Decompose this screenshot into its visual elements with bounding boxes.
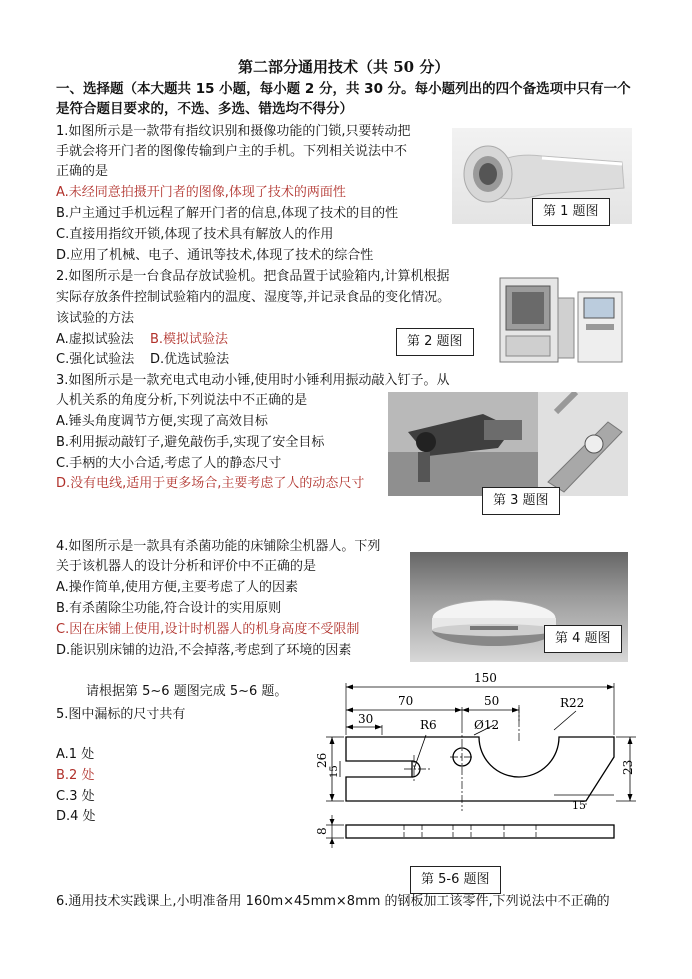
q5-option-c: C.3 处 bbox=[56, 789, 95, 804]
q5-option-d: D.4 处 bbox=[56, 809, 96, 824]
q2-option-b: B.模拟试验法 bbox=[150, 332, 229, 347]
dim-15-horizontal: 15 bbox=[572, 799, 586, 812]
q1-stem-line3: 正确的是 bbox=[56, 164, 109, 179]
q4-stem-line1: 4.如图所示是一款具有杀菌功能的床铺除尘机器人。下列 bbox=[56, 539, 381, 554]
dim-15-vertical: 15 bbox=[329, 765, 340, 778]
q1-stem-line1: 1.如图所示是一款带有指纹识别和摄像功能的门锁,只要转动把 bbox=[56, 124, 411, 139]
q3-stem-line1: 3.如图所示是一款充电式电动小锤,使用时小锤利用振动敲入钉子。从 bbox=[56, 373, 450, 388]
q2-test-chamber-image bbox=[494, 268, 626, 368]
q4-option-b: B.有杀菌除尘功能,符合设计的实用原则 bbox=[56, 601, 282, 616]
q2-stem-line1: 2.如图所示是一台食品存放试验机。把食品置于试验箱内,计算机根据 bbox=[56, 269, 450, 284]
q56-engineering-drawing bbox=[314, 665, 654, 860]
q1-stem-line2: 手就会将开门者的图像传输到户主的手机。下列相关说法中不 bbox=[56, 144, 408, 159]
q3-option-b: B.利用振动敲钉子,避免敲伤手,实现了安全目标 bbox=[56, 435, 325, 450]
q2-option-a: A.虚拟试验法 bbox=[56, 332, 134, 347]
page-title: 第二部分通用技术（共 50 分） bbox=[238, 58, 450, 76]
dim-30: 30 bbox=[358, 712, 374, 726]
dim-150: 150 bbox=[474, 671, 497, 685]
q3-option-c: C.手柄的大小合适,考虑了人的静态尺寸 bbox=[56, 456, 282, 471]
dim-70: 70 bbox=[398, 694, 414, 708]
q1-option-a: A.未经同意拍摄开门者的图像,体现了技术的两面性 bbox=[56, 185, 346, 200]
q4-stem-line2: 关于该机器人的设计分析和评价中不正确的是 bbox=[56, 559, 317, 574]
q4-option-a: A.操作简单,使用方便,主要考虑了人的因素 bbox=[56, 580, 299, 595]
q1-option-c: C.直接用指纹开锁,体现了技术具有解放人的作用 bbox=[56, 227, 334, 242]
q3-stem-line2: 人机关系的角度分析,下列说法中不正确的是 bbox=[56, 393, 308, 408]
q5-option-a: A.1 处 bbox=[56, 747, 95, 762]
q3-option-a: A.锤头角度调节方便,实现了高效目标 bbox=[56, 414, 268, 429]
q2-option-c: C.强化试验法 bbox=[56, 352, 135, 367]
dim-50: 50 bbox=[484, 694, 500, 708]
dim-d12: Ø12 bbox=[474, 718, 500, 732]
dim-r22: R22 bbox=[560, 696, 585, 710]
q1-figure-caption: 第 1 题图 bbox=[532, 198, 610, 226]
q56-intro: 请根据第 5~6 题图完成 5~6 题。 bbox=[86, 684, 288, 699]
q4-figure-caption: 第 4 题图 bbox=[544, 625, 622, 653]
q2-stem-line2: 实际存放条件控制试验箱内的温度、湿度等,并记录食品的变化情况。 bbox=[56, 290, 451, 305]
q4-option-c: C.因在床铺上使用,设计时机器人的机身高度不受限制 bbox=[56, 622, 360, 637]
dim-26: 26 bbox=[315, 752, 329, 768]
q5-option-b: B.2 处 bbox=[56, 768, 95, 783]
dim-23: 23 bbox=[621, 759, 635, 775]
q6-stem: 6.通用技术实践课上,小明准备用 160m×45mm×8mm 的钢板加工该零件,下列说法中不正确的 bbox=[56, 894, 610, 909]
q5-stem: 5.图中漏标的尺寸共有 bbox=[56, 707, 186, 722]
q3-figure-caption: 第 3 题图 bbox=[482, 487, 560, 515]
dim-r6: R6 bbox=[420, 718, 437, 732]
section-instructions-line2: 是符合题目要求的，不选、多选、错选均不得分） bbox=[56, 101, 353, 117]
q4-option-d: D.能识别床铺的边沿,不会掉落,考虑到了环境的因素 bbox=[56, 643, 352, 658]
q2-option-d: D.优选试验法 bbox=[150, 352, 230, 367]
section-instructions-line1: 一、选择题（本大题共 15 小题，每小题 2 分，共 30 分。每小题列出的四个备选项中只有一个 bbox=[56, 81, 631, 97]
q2-figure-caption: 第 2 题图 bbox=[396, 328, 474, 356]
q1-option-b: B.户主通过手机远程了解开门者的信息,体现了技术的目的性 bbox=[56, 206, 399, 221]
q56-figure-caption: 第 5-6 题图 bbox=[410, 866, 501, 894]
q3-option-d: D.没有电线,适用于更多场合,主要考虑了人的动态尺寸 bbox=[56, 476, 365, 491]
q1-option-d: D.应用了机械、电子、通讯等技术,体现了技术的综合性 bbox=[56, 248, 374, 263]
q3-electric-hammer-image bbox=[388, 392, 628, 496]
dim-8: 8 bbox=[315, 827, 329, 835]
q2-stem-line3: 该试验的方法 bbox=[56, 311, 135, 326]
